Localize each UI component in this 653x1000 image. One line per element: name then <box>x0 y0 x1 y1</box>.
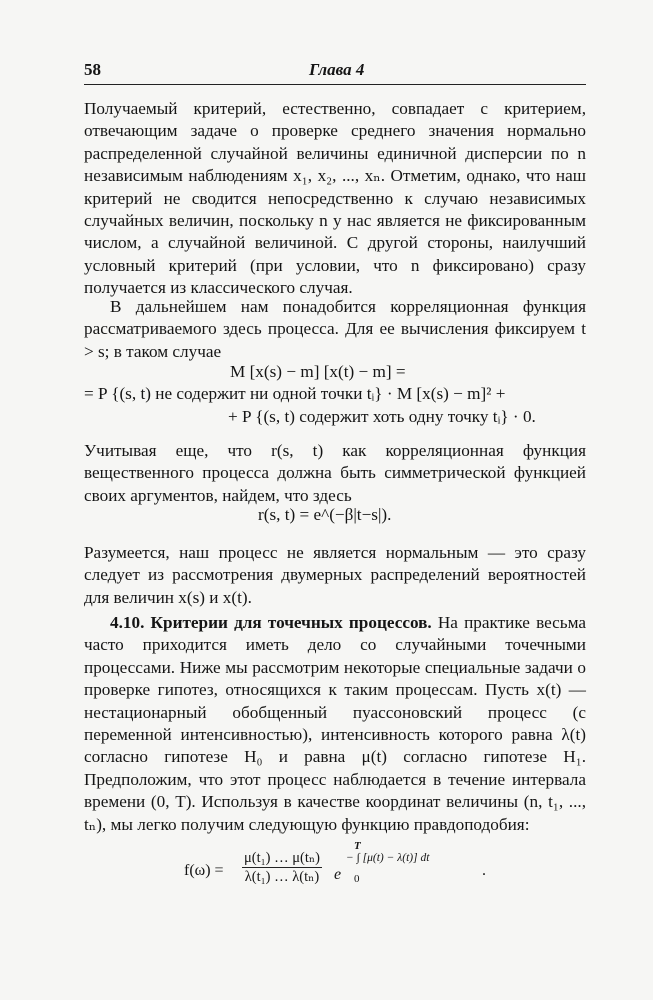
exponent-integral: − ∫ [μ(t) − λ(t)] dt <box>346 852 430 864</box>
section-4-10-body: На практике весьма часто приходится иметь дело со случайными точечными процессами. Ниже мы рассмотрим некоторые специальные задачи о проверке гипотез, относящихся к таким процессам. Пусть x(t) — нестационарный обобщенный пуассоновский процесс (с переменной интенсивностью), интенсивность которого равна λ(t) согласно гипотезе H₀ и равна μ(t) согласно гипотезе H₁. Предположим, что этот процесс наблюдается в течение интервала времени (0, T). Используя в качестве координат величины (n, t₁, ..., tₙ), мы легко получим следующую функцию правдоподобия: <box>84 613 586 834</box>
paragraph-3-text: Учитывая еще, что r(s, t) как корреляционная функция вещественного процесса должна быть симметрической функцией своих аргументов, найдем, что здесь <box>84 441 586 505</box>
running-header <box>84 60 586 84</box>
fraction-numerator: μ(t₁) … μ(tₙ) <box>244 850 320 866</box>
fraction-denominator: λ(t₁) … λ(tₙ) <box>244 869 320 885</box>
paragraph-1 <box>84 98 586 300</box>
likelihood-lhs: f(ω) = <box>184 862 224 879</box>
formula-correlation-line-3: + P {(s, t) содержит хоть одну точку tᵢ} · 0. <box>228 407 536 426</box>
section-4-10 <box>84 612 586 836</box>
paragraph-2 <box>84 296 586 363</box>
paragraph-3 <box>84 440 586 507</box>
formula-correlation-line-2: = P {(s, t) не содержит ни одной точки tᵢ} · M [x(s) − m]² + <box>84 384 506 403</box>
paragraph-4-text: Разумеется, наш процесс не является нормальным — это сразу следует из рассмотрения двумерных распределений вероятностей для величин x(s) и x(t). <box>84 543 586 607</box>
exponential-base: e <box>334 866 342 883</box>
chapter-title: Глава 4 <box>309 60 365 79</box>
formula-correlation-line-1: M [x(s) − m] [x(t) − m] = <box>230 362 406 381</box>
integral-lower-limit: 0 <box>354 873 360 885</box>
paragraph-1-text: Получаемый критерий, естественно, совпадает с критерием, отвечающим задаче о проверке среднего значения нормально распределенной случайной величины единичной дисперсии по n независимым наблюдениям x₁, x₂, ..., xₙ. Отметим, однако, что наш критерий не сводится непосредственно к случаю независимых случайных величин, поскольку n у нас является не фиксированным числом, а случайной величиной. С другой стороны, наилучший условный критерий (при условии, что n фиксировано) сразу получается из классического случая. <box>84 99 586 298</box>
formula-likelihood <box>184 840 514 900</box>
paragraph-2-text: В дальнейшем нам понадобится корреляционная функция рассматриваемого здесь процесса. Для ее вычисления фиксируем t > s; в таком случае <box>84 297 586 361</box>
formula-r-s-t: r(s, t) = e^(−β|t−s|). <box>258 505 392 524</box>
section-4-10-text <box>84 612 586 836</box>
paragraph-4 <box>84 542 586 609</box>
integral-upper-limit: T <box>354 840 361 852</box>
header-rule <box>84 84 586 85</box>
likelihood-fraction <box>242 850 322 886</box>
page-number: 58 <box>84 60 101 79</box>
section-heading: 4.10. Критерии для точечных процессов. <box>110 613 432 632</box>
formula-end-period: . <box>482 862 486 879</box>
